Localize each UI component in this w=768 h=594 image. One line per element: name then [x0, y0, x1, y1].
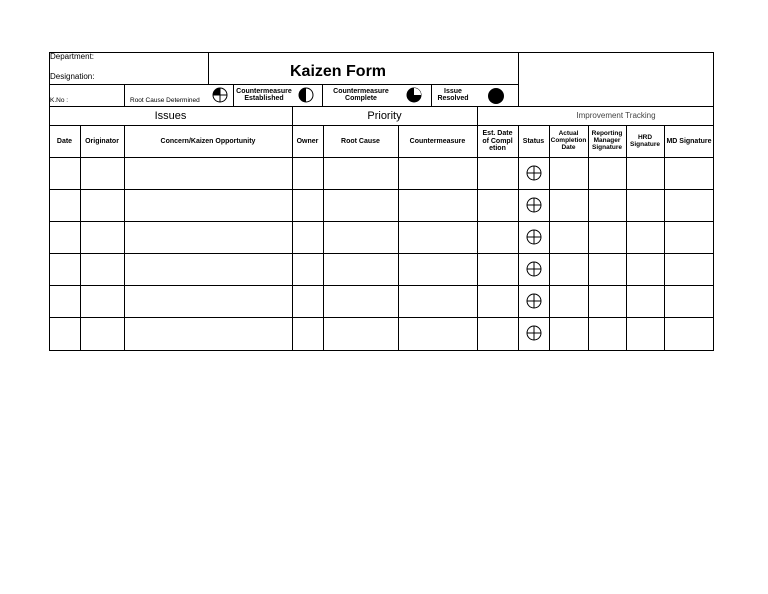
table-cell[interactable]: [398, 253, 477, 285]
column-header-owner: Owner: [296, 137, 319, 145]
table-cell[interactable]: [588, 253, 626, 285]
column-header-hrd-signature: HRD Signature: [630, 133, 660, 148]
full-circle-icon: [487, 87, 505, 105]
table-cell[interactable]: [398, 221, 477, 253]
table-cell[interactable]: [292, 221, 323, 253]
designation-label: Designation:: [50, 72, 95, 81]
table-cell[interactable]: [292, 189, 323, 221]
table-cell[interactable]: [549, 253, 588, 285]
table-cell[interactable]: [292, 157, 323, 189]
table-cell[interactable]: [477, 253, 518, 285]
table-cell[interactable]: [80, 285, 124, 317]
table-cell[interactable]: [323, 317, 398, 349]
quarter-circle-icon: [212, 87, 228, 103]
divider: [49, 84, 519, 85]
table-cell[interactable]: [664, 285, 714, 317]
table-cell[interactable]: [124, 189, 292, 221]
legend-label-cm-established: Countermeasure Established: [236, 88, 292, 103]
table-cell[interactable]: [398, 285, 477, 317]
table-cell[interactable]: [323, 253, 398, 285]
table-cell[interactable]: [49, 317, 80, 349]
column-header-countermeasure: Countermeasure: [409, 137, 466, 145]
section-priority: Priority: [367, 109, 402, 122]
table-cell[interactable]: [477, 157, 518, 189]
table-cell[interactable]: [398, 317, 477, 349]
divider: [322, 84, 323, 106]
table-cell[interactable]: [477, 189, 518, 221]
table-cell[interactable]: [49, 285, 80, 317]
table-cell[interactable]: [80, 253, 124, 285]
column-header-concern: Concern/Kaizen Opportunity: [160, 137, 256, 145]
column-header-status: Status: [522, 137, 545, 145]
column-header-root-cause: Root Cause: [341, 137, 380, 145]
empty-status-circle-icon: [526, 261, 542, 277]
column-header-reporting-manager: Reporting Manager Signature: [591, 130, 623, 151]
table-cell[interactable]: [664, 189, 714, 221]
divider: [124, 84, 125, 106]
department-label: Department:: [50, 52, 95, 61]
page-title: Kaizen Form: [290, 63, 387, 80]
table-cell[interactable]: [549, 189, 588, 221]
table-cell[interactable]: [588, 317, 626, 349]
empty-status-circle-icon: [526, 197, 542, 213]
table-cell[interactable]: [549, 317, 588, 349]
table-cell[interactable]: [588, 221, 626, 253]
table-cell[interactable]: [323, 157, 398, 189]
column-header-md-signature: MD Signature: [666, 137, 712, 145]
table-cell[interactable]: [626, 285, 664, 317]
table-cell[interactable]: [292, 253, 323, 285]
section-improvement-tracking: Improvement Tracking: [576, 111, 656, 120]
table-cell[interactable]: [124, 157, 292, 189]
empty-status-circle-icon: [526, 325, 542, 341]
table-cell[interactable]: [80, 317, 124, 349]
table-cell[interactable]: [49, 221, 80, 253]
table-cell[interactable]: [549, 157, 588, 189]
table-cell[interactable]: [477, 285, 518, 317]
table-cell[interactable]: [588, 285, 626, 317]
table-cell[interactable]: [323, 285, 398, 317]
divider: [518, 52, 519, 107]
table-cell[interactable]: [398, 157, 477, 189]
table-cell[interactable]: [664, 253, 714, 285]
column-header-date: Date: [56, 137, 73, 145]
legend-label-issue-resolved: Issue Resolved: [437, 88, 469, 103]
section-issues: Issues: [154, 109, 187, 122]
half-circle-icon: [298, 87, 314, 103]
table-cell[interactable]: [626, 317, 664, 349]
table-cell[interactable]: [477, 221, 518, 253]
table-cell[interactable]: [80, 189, 124, 221]
empty-status-circle-icon: [526, 293, 542, 309]
table-cell[interactable]: [626, 157, 664, 189]
divider: [477, 106, 478, 125]
table-cell[interactable]: [626, 253, 664, 285]
table-cell[interactable]: [323, 221, 398, 253]
table-cell[interactable]: [49, 157, 80, 189]
table-cell[interactable]: [626, 189, 664, 221]
three-quarter-circle-icon: [406, 87, 422, 103]
table-cell[interactable]: [49, 253, 80, 285]
table-cell[interactable]: [292, 317, 323, 349]
table-cell[interactable]: [477, 317, 518, 349]
column-header-actual-completion: Actual Completion Date: [550, 130, 587, 151]
table-cell[interactable]: [549, 285, 588, 317]
table-cell[interactable]: [124, 221, 292, 253]
empty-status-circle-icon: [526, 229, 542, 245]
empty-status-circle-icon: [526, 165, 542, 181]
table-cell[interactable]: [588, 157, 626, 189]
legend-label-cm-complete: Countermeasure Complete: [333, 88, 389, 103]
column-header-est-date: Est. Date of Completion: [482, 130, 513, 153]
table-cell[interactable]: [49, 189, 80, 221]
table-cell[interactable]: [124, 253, 292, 285]
divider: [431, 84, 432, 106]
table-cell[interactable]: [80, 221, 124, 253]
table-cell[interactable]: [124, 285, 292, 317]
table-cell[interactable]: [80, 157, 124, 189]
table-cell[interactable]: [323, 189, 398, 221]
legend-label-root-cause: Root Cause Determined: [130, 97, 200, 104]
kno-label: K.No :: [50, 97, 69, 104]
table-cell[interactable]: [124, 317, 292, 349]
table-cell[interactable]: [664, 317, 714, 349]
table-cell[interactable]: [626, 221, 664, 253]
table-cell[interactable]: [664, 157, 714, 189]
column-header-originator: Originator: [85, 137, 119, 145]
table-cell[interactable]: [398, 189, 477, 221]
divider: [233, 84, 234, 106]
table-cell[interactable]: [292, 285, 323, 317]
divider: [208, 52, 209, 84]
table-cell[interactable]: [588, 189, 626, 221]
table-cell[interactable]: [549, 221, 588, 253]
table-cell[interactable]: [664, 221, 714, 253]
